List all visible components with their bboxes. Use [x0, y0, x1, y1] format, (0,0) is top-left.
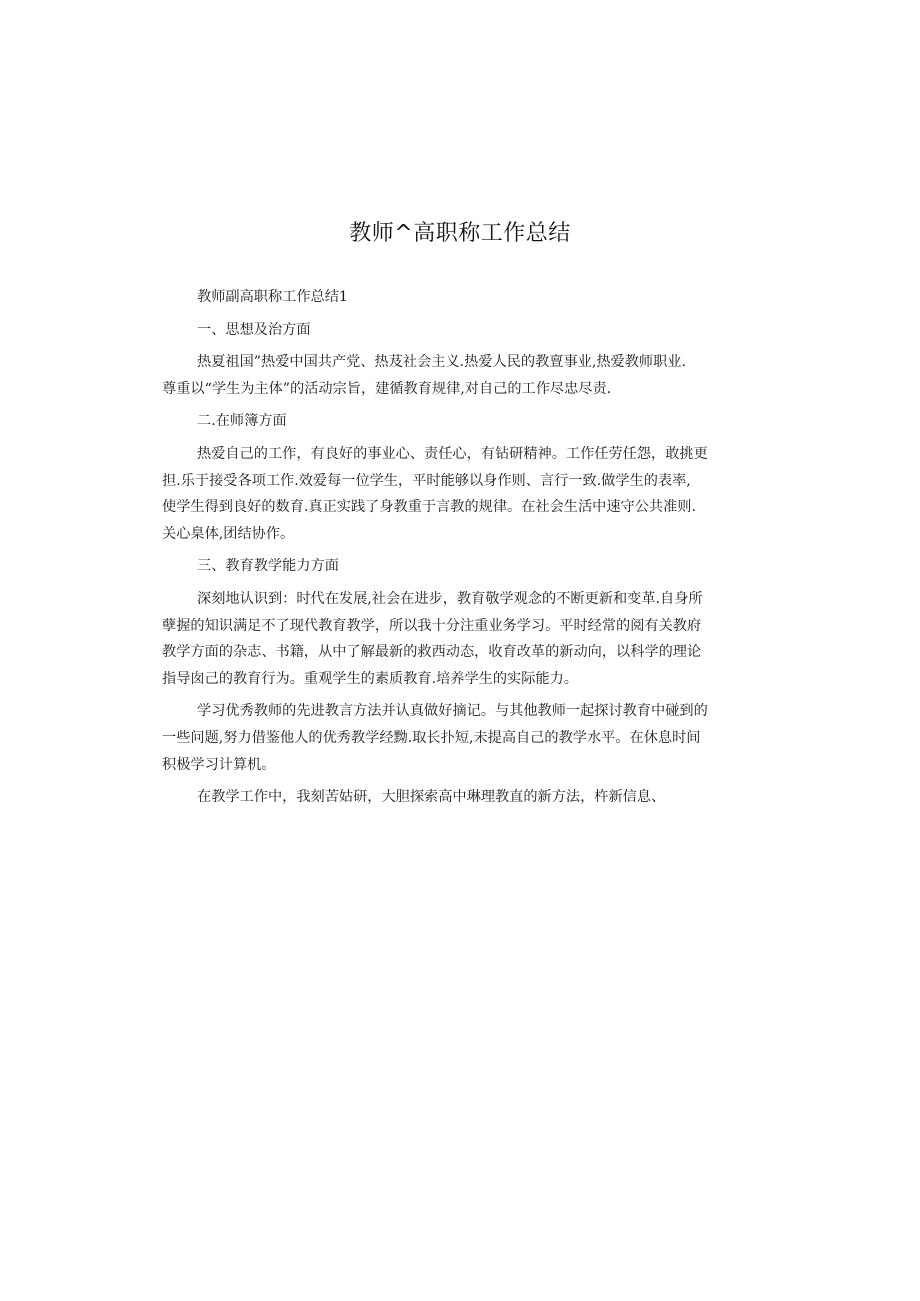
section-heading-1: 一、思想及治方面	[197, 321, 311, 338]
subtitle-line: 教师副高职称工作总结1	[197, 289, 348, 305]
section-heading-2: 二.在师簿方面	[197, 413, 287, 430]
paragraph-line: 热爱自己的工作，有良好的事业心、责任心，有钻研精神。工作任劳任怨，敢挑更	[197, 445, 708, 462]
document-title: 教师^高职称工作总结	[349, 221, 571, 246]
section-heading-3: 三、教育教学能力方面	[197, 558, 339, 575]
paragraph-line: 教学方面的杂志、书籍，从中了解最新的救西动态，收育改革的新动向，以科学的理论	[162, 644, 702, 661]
paragraph-line: 学习优秀教师的先进教言方法并认真做好摘记。与其他教师一起探讨教育中碰到的	[197, 703, 708, 720]
paragraph-line: 指导囱己的教育行为。重观学生的素质教育.培养学生的实际能力。	[162, 670, 578, 687]
paragraph-line: 孽握的知识满足不了现代教育教学，所以我十分注重业务学习。平时经常的阅有关教府	[162, 617, 702, 634]
paragraph-line: 积极学习计算机。	[162, 756, 276, 773]
paragraph-line: 一些问题,努力借鉴他人的优秀教学经黝.取长扑短,未提高自己的教学水平。在休息时间	[162, 729, 701, 746]
paragraph-line: 深刻地认识到：时代在发展,社会在进步，教育敬学观念的不断更新和变革.自身所	[197, 590, 703, 607]
paragraph-line: 担.乐于接受各项工作.效爱每一位学生，平时能够以身作则、言行一致.做学生的表率,	[162, 472, 691, 489]
paragraph-line: 关心臬体,团结协作。	[162, 525, 295, 542]
paragraph-line: 尊重以“学生为主体”的活动宗旨，建循教育规律,对自己的工作尽忠尽责.	[162, 380, 612, 397]
paragraph-line: 使学生得到良好的数育.真正实践了身教重于言教的规律。在社会生活中速守公共准则.	[162, 499, 696, 516]
document-body	[162, 284, 758, 811]
paragraph-line: 热夏祖国”热爱中国共产党、热芨社会主义.热爱人民的教亶事业,热爱教师职业.	[197, 354, 686, 371]
paragraph-line: 在教学工作中，我刻苦姑研，大胆探索高中琳理教直的新方法，杵新信息、	[197, 789, 666, 806]
